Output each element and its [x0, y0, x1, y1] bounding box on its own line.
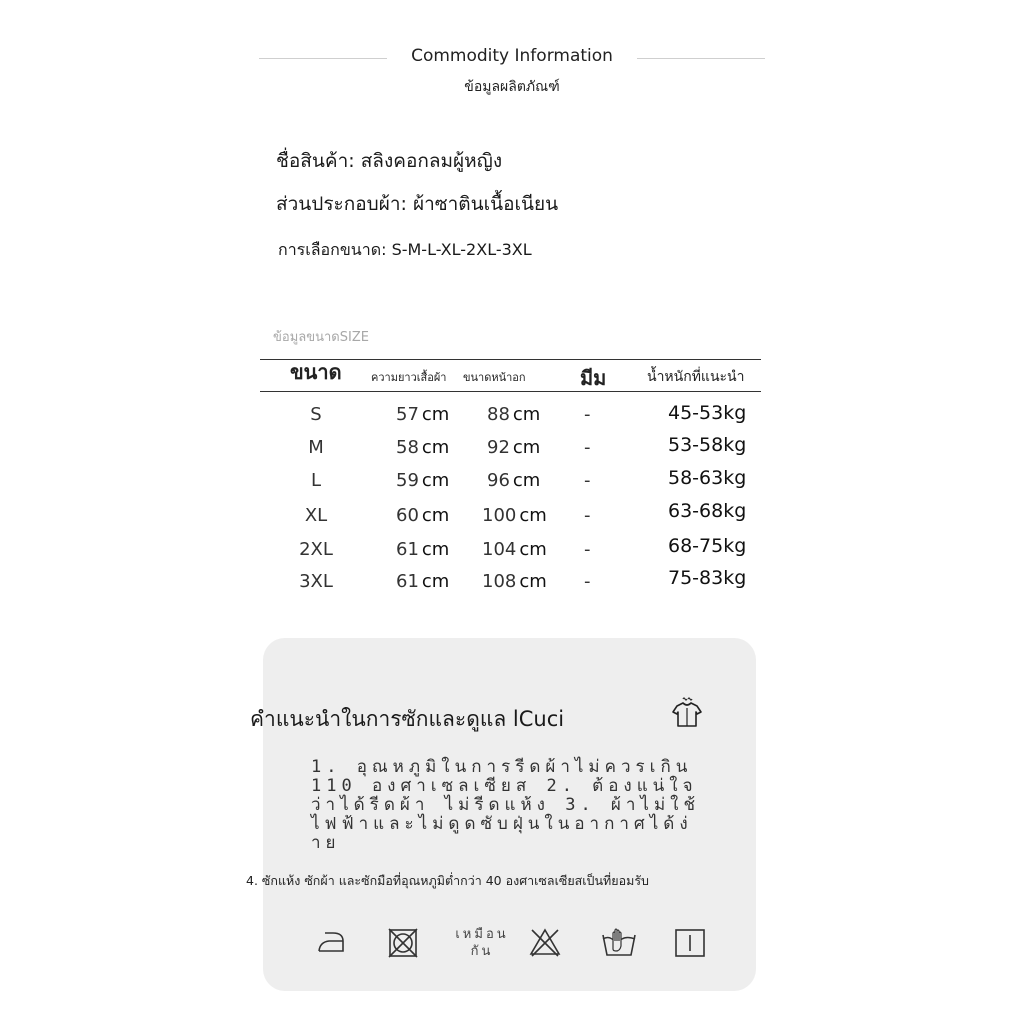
size: S [310, 404, 322, 425]
cell-chest [487, 470, 540, 491]
length-unit: cm [421, 437, 450, 458]
cell-sleeve [584, 437, 591, 458]
chest-unit: cm [512, 437, 541, 458]
size: M [308, 437, 324, 458]
length: 58 [396, 437, 419, 458]
cell-weight [668, 500, 746, 522]
hand-wash-icon [600, 925, 638, 959]
cell-chest [482, 571, 547, 592]
no-bleach-icon [528, 926, 562, 958]
cell-size [299, 404, 333, 425]
cell-sleeve [584, 404, 591, 425]
no-tumble-dry-icon [387, 927, 419, 959]
cell-size [299, 437, 333, 458]
cell-chest [487, 404, 540, 425]
icon-text: เหมือนกัน [455, 927, 509, 959]
cell-size [299, 470, 333, 491]
chest-unit: cm [519, 571, 547, 592]
table-header-rule [260, 391, 761, 392]
weight: 75-83kg [668, 567, 747, 589]
chest-unit: cm [512, 470, 541, 491]
care-title: คำแนะนำในการซักและดูแล lCuci [250, 707, 565, 731]
weight: 53-58kg [668, 434, 747, 456]
length-unit: cm [421, 404, 450, 425]
chest-unit: cm [512, 404, 541, 425]
cell-weight [668, 434, 746, 456]
cell-chest [487, 437, 540, 458]
cell-length [396, 437, 449, 458]
size: L [310, 470, 322, 491]
product-sizes: การเลือกขนาด: S-M-L-XL-2XL-3XL [278, 240, 532, 259]
chest: 108 [482, 571, 517, 592]
length-unit: cm [421, 539, 450, 560]
sleeve: - [584, 437, 591, 458]
size-table-caption: ข้อมูลขนาดSIZE [273, 330, 369, 345]
length: 57 [396, 404, 419, 425]
length: 61 [396, 571, 419, 592]
chest: 104 [482, 539, 517, 560]
length-unit: cm [421, 505, 450, 526]
chest: 96 [487, 470, 510, 491]
cell-sleeve [584, 505, 591, 526]
product-name: ชื่อสินค้า: สลิงคอกลมผู้หญิง [276, 150, 503, 172]
chest: 92 [487, 437, 510, 458]
sleeve: - [584, 404, 591, 425]
cell-length [396, 539, 449, 560]
cell-weight [668, 535, 746, 557]
cell-length [396, 404, 449, 425]
care-note: 4. ซักแห้ง ซักผ้า และซักมือที่อุณหภูมิต่ำกว่า 40 องศาเซลเซียสเป็นที่ยอมรับ [246, 873, 649, 888]
product-fabric: ส่วนประกอบผ้า: ผ้าซาตินเนื้อเนียน [276, 193, 559, 215]
length: 61 [396, 539, 419, 560]
column-header-weight: น้ำหนักที่แนะนำ [647, 369, 745, 385]
length: 59 [396, 470, 419, 491]
cell-length [396, 470, 449, 491]
size: XL [304, 505, 328, 526]
cell-weight [668, 567, 746, 589]
cell-chest [482, 539, 547, 560]
column-header-length: ความยาวเสื้อผ้า [371, 371, 447, 384]
size: 2XL [299, 539, 333, 560]
cell-size [299, 571, 333, 592]
sleeve: - [584, 571, 591, 592]
weight: 63-68kg [668, 500, 747, 522]
weight: 68-75kg [668, 535, 747, 557]
cell-size [299, 505, 333, 526]
cell-chest [482, 505, 547, 526]
shirt-icon [669, 696, 705, 730]
cell-size [299, 539, 333, 560]
length-unit: cm [421, 571, 450, 592]
iron-icon [316, 927, 346, 957]
page-subtitle: ข้อมูลผลิตภัณฑ์ [464, 79, 560, 95]
sleeve: - [584, 505, 591, 526]
cell-weight [668, 467, 746, 489]
sleeve: - [584, 539, 591, 560]
column-header-size: ขนาด [290, 360, 342, 384]
weight: 58-63kg [668, 467, 747, 489]
column-header-chest: ขนาดหน้าอก [463, 371, 526, 384]
sleeve: - [584, 470, 591, 491]
size: 3XL [299, 571, 333, 592]
cell-sleeve [584, 539, 591, 560]
cell-weight [668, 402, 746, 424]
cell-sleeve [584, 571, 591, 592]
cell-length [396, 571, 449, 592]
length-unit: cm [421, 470, 450, 491]
line-dry-icon [674, 928, 706, 958]
length: 60 [396, 505, 419, 526]
weight: 45-53kg [668, 402, 747, 424]
column-header-sleeve: มีม [580, 366, 607, 390]
cell-sleeve [584, 470, 591, 491]
chest-unit: cm [519, 505, 547, 526]
chest-unit: cm [519, 539, 547, 560]
chest: 100 [482, 505, 517, 526]
page-title: Commodity Information [411, 46, 613, 66]
cell-length [396, 505, 449, 526]
care-instructions: 1. อุณหภูมิในการรีดผ้าไม่ควรเกิน 110 องศาเซลเซียส 2. ต้องแน่ใจว่าได้รีดผ้า ไม่รีดแห้ง 3. ผ้าไม่ใช้ไฟฟ้าและไม่ดูดซับฝุ่นในอากาศได้ง่าย [311, 757, 701, 853]
chest: 88 [487, 404, 510, 425]
